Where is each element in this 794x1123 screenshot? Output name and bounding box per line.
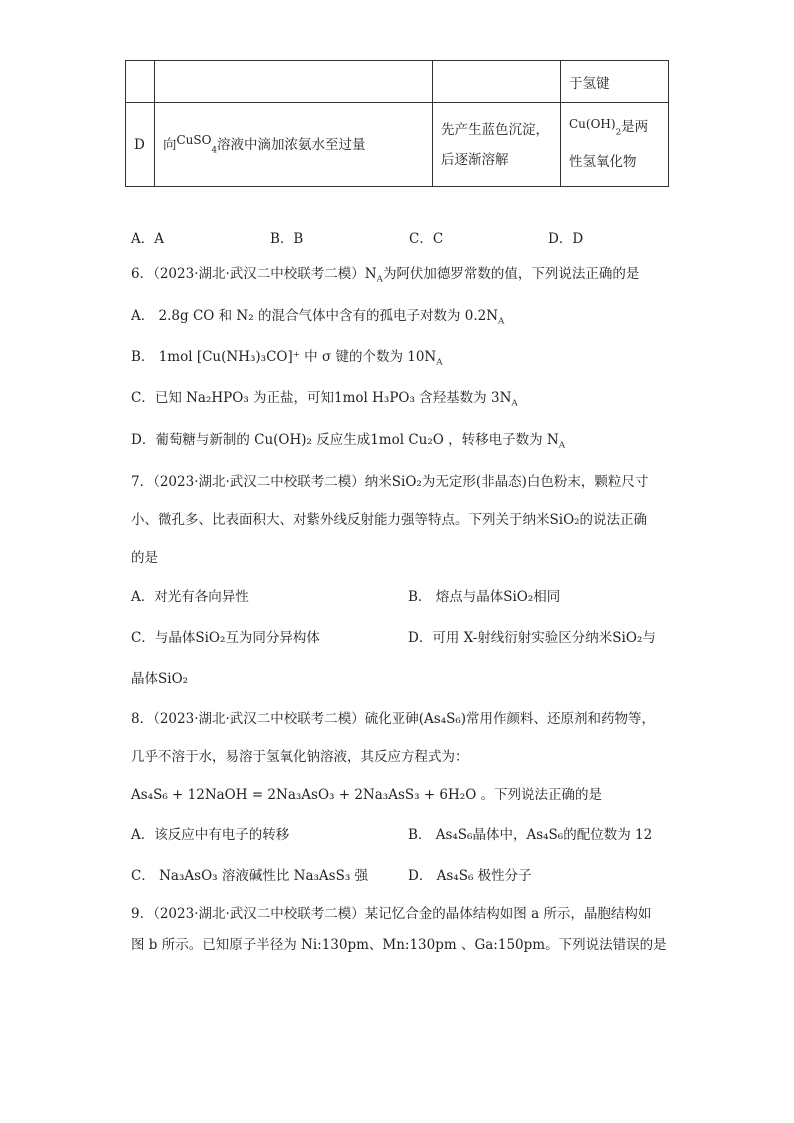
q5-option-d: D．D [548,231,584,247]
q7-option-d: D．可用 X-射线衍射实验区分纳米SiO₂与 [408,630,656,646]
table-row [126,103,669,187]
table-row [126,61,669,103]
q7-option-d-continued: 晶体SiO₂ [131,671,189,687]
q6-stem: 6．（2023·湖北·武汉二中校联考二模）$N_A$为阿伏加德罗常数的值，下列说法正确的是 [131,266,640,285]
q7-option-b: B． 熔点与晶体SiO₂相同 [408,589,561,605]
q7-stem-line3: 的是 [131,550,158,566]
q7-option-c: C．与晶体SiO₂互为同分异构体 [131,630,320,646]
q6-option-c: C．已知 Na₂HPO₃ 为正盐，可知1mol H₃PO₃ 含羟基数为 $3N_A$ [131,390,518,409]
q9-stem-line1: 9．（2023·湖北·武汉二中校联考二模）某记忆合金的晶体结构如图 a 所示，晶胞结构如 [131,906,652,922]
q8-option-a: A．该反应中有电子的转移 [131,827,290,843]
table-cell-conclusion: 于氢键 [561,61,669,103]
table-cell [433,61,561,103]
chemical-equation: As₄S₆ + 12NaOH = 2Na₃AsO₃ + 2Na₃AsS₃ + 6H₂O [131,787,477,803]
q9-stem-line2: 图 b 所示。已知原子半径为 Ni:130pm、Mn:130pm 、Ga:150pm。下列说法错误的是 [131,937,667,953]
q5-option-b: B．B [270,231,304,247]
q6-option-a: A． 2.8g CO 和 N₂ 的混合气体中含有的孤电子对数为 $0.2N_A$ [131,308,505,327]
table-cell [126,61,155,103]
table-cell-operation: 向CuSO$_4$溶液中滴加浓氨水至过量 [155,103,433,187]
q5-option-c: C．C [409,231,444,247]
q6-option-b: B． 1mol [Cu(NH₃)₃CO]⁺ 中 σ 键的个数为 $10N_A$ [131,349,443,368]
row-label: D [126,103,155,187]
q5-option-a: A．A [131,231,164,247]
q8-stem-line2: 几乎不溶于水，易溶于氢氧化钠溶液，其反应方程式为： [131,749,469,765]
q7-stem-line2: 小、微孔多、比表面积大、对紫外线反射能力强等特点。下列关于纳米SiO₂的说法正确 [131,512,648,528]
table-cell-phenomenon: 先产生蓝色沉淀， 后逐渐溶解 [433,103,561,187]
q8-equation-line: As₄S₆ + 12NaOH = 2Na₃AsO₃ + 2Na₃AsS₃ + 6H₂O 。下列说法正确的是 [131,787,603,803]
experiment-table [125,60,669,187]
q6-option-d: D．葡萄糖与新制的 Cu(OH)₂ 反应生成1mol Cu₂O ，转移电子数为 $N_A$ [131,432,566,451]
q7-option-a: A．对光有各向异性 [131,589,249,605]
table-cell-conclusion: $Cu(OH)_2$是两 性氢氧化物 [561,103,669,187]
q8-option-d: D． As₄S₆ 极性分子 [408,868,532,884]
table-cell [155,61,433,103]
q8-option-b: B． As₄S₆晶体中，As₄S₆的配位数为 12 [408,827,653,843]
q8-stem-line1: 8．（2023·湖北·武汉二中校联考二模）硫化亚砷(As₄S₆)常用作颜料、还原剂和药物等， [131,711,656,727]
q7-stem-line1: 7．（2023·湖北·武汉二中校联考二模）纳米SiO₂为无定形(非晶态)白色粉末，颗粒尺寸 [131,474,649,490]
q8-option-c: C． Na₃AsO₃ 溶液碱性比 Na₃AsS₃ 强 [131,868,369,884]
